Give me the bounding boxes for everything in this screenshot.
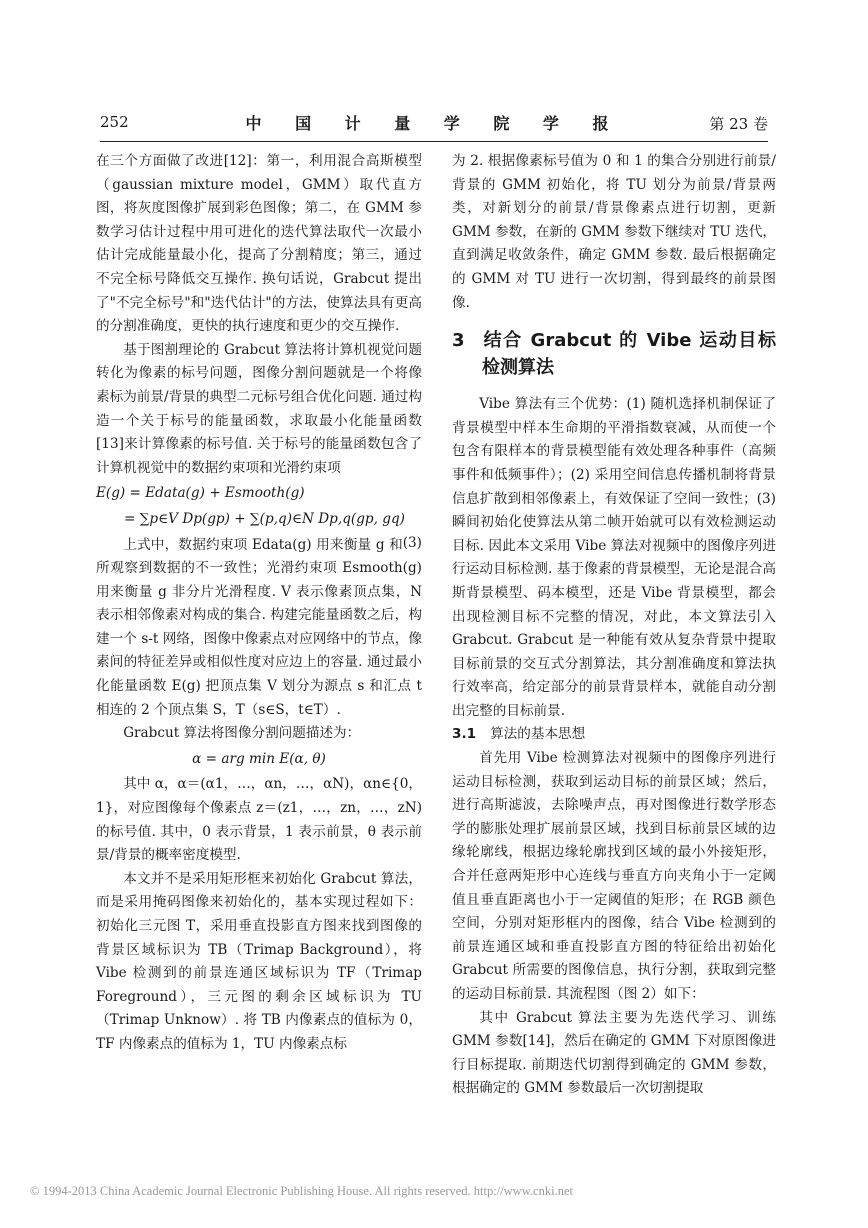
section-heading [452,327,776,381]
paragraph: 其中 Grabcut 算法主要为先迭代学习、训练 GMM 参数[14]，然后在确定的 GMM 下对原图像进行目标提取. 前期迭代切割得到确定的 GMM 参数，根据确定的 GMM 参数最后一次切割提取 [452,1009,776,1097]
equation-number: (3) [402,534,422,551]
paragraph: Grabcut 算法将图像分割问题描述为： [123,725,361,742]
equation-3 [96,508,422,551]
paragraph: 上式中，数据约束项 Edata(g) 用来衡量 g 和所观察到数据的不一致性；光滑约束项 Esmooth(g) 用来衡量 g 非分片光滑程度. V 表示像素顶点集，N 表示相邻像素对构成的集合. 构建完能量函数之后，构建一个 s-t 网络，图像中像素点对应网络中的节点，像素间的特征差异或相似性度对应边上的容量. 通过最小化能量函数 E(g) 把顶点集 V 划分为源点 s 和汇点 t 相连的 2 个顶点集 S，T（s∈S，t∈T）. [96,536,422,718]
right-column [452,150,776,1101]
paragraph: Vibe 算法有三个优势：(1) 随机选择机制保证了背景模型中样本生命期的平滑指数衰减，从而使一个包含有限样本的背景模型能有效处理各种事件（高频事件和低频事件）；(2) 采用空间信息传播机制将背景信息扩散到相邻像素上，有效保证了空间一致性；(3) 瞬间初始化使算法从第二帧开始就可以有效检测运动目标. 因此本文采用 Vibe 算法对视频中的图像序列进行运动目标检测. 基于像素的背景模型，无论是混合高斯背景模型、码本模型，还是 Vibe 背景模型，都会出现检测目标不完整的情况，对此，本文算法引入 Grabcut. Grabcut 是一种能有效从复杂背景中提取目标前景的交互式分割算法，其分割准确度和算法执行效率高，给定部分的前景背景样本，就能自动分割出完整的目标前景. [452,396,776,719]
running-header [100,113,768,139]
header-rule [100,141,768,142]
paragraph: 其中 α，α＝(α1，…，αn，…，αN)，αn∈{0，1}，对应图像每个像素点 z＝(z1，…，zn，…，zN) 的标号值. 其中，0 表示背景，1 表示前景，θ 表示前景/背景的概率密度模型. [96,776,422,864]
journal-title: 中 国 计 量 学 院 学 报 [245,114,623,133]
section-title: 结合 Grabcut 的 Vibe 运动目标检测算法 [482,330,776,379]
equation-line: E(g) = Edata(g) + Esmooth(g) [96,485,305,502]
copyright-footer: © 1994-2013 China Academic Journal Electronic Publishing House. All rights reserved. http://www.cnki.net [30,1184,573,1198]
equation-line: α = arg min E(α, θ) [192,750,326,767]
subsection-title: 算法的基本思想 [490,726,586,743]
section-number: 3 [452,330,465,352]
volume-label: 第 23 卷 [709,115,768,133]
left-column [96,150,422,1057]
subsection-heading [452,723,776,747]
page-number: 252 [100,113,129,131]
paragraph: 为 2. 根据像素标号值为 0 和 1 的集合分别进行前景/背景的 GMM 初始化，将 TU 划分为前景/背景两类，对新划分的前景/背景像素点进行切割，更新 GMM 参数，在新的 GMM 参数下继续对 TU 迭代，直到满足收敛条件，确定 GMM 参数. 最后根据确定的 GMM 对 TU 进行一次切割，得到最终的前景图像. [452,153,776,311]
paragraph: 基于图割理论的 Grabcut 算法将计算机视觉问题转化为像素的标号问题，图像分割问题就是一个将像素标为前景/背景的典型二元标号组合优化问题. 通过构造一个关于标号的能量函数，求取最小化能量函数[13]来计算像素的标号值. 关于标号的能量函数包含了计算机视觉中的数据约束项和光滑约束项 [96,341,422,476]
equation-body: = ∑p∈V Dp(gp) + ∑(p,q)∈N Dp,q(gp, gq) [124,510,405,527]
paragraph: 在三个方面做了改进[12]：第一，利用混合高斯模型（gaussian mixture model，GMM）取代直方图，将灰度图像扩展到彩色图像；第二，在 GMM 参数学习估计过程中用可进化的迭代算法取代一次最小估计完成能量最小化，提高了分割精度；第三，通过不完全标号降低交互操作. 换句话说，Grabcut 提出了"不完全标号"和"迭代估计"的方法，使算法具有更高的分割准确度，更快的执行速度和更少的交互操作. [96,153,422,335]
subsection-number: 3.1 [452,726,477,743]
paragraph: 首先用 Vibe 检测算法对视频中的图像序列进行运动目标检测，获取到运动目标的前景区域；然后，进行高斯滤波，去除噪声点，再对图像进行数学形态学的膨胀处理扩展前景区域，找到目标前景区域的边缘轮廓线，根据边缘轮廓找到区域的最小外接矩形，合并任意两矩形中心连线与垂直方向夹角小于一定阈值且垂直距离也小于一定阈值的矩形；在 RGB 颜色空间，分别对矩形框内的图像，结合 Vibe 检测到的前景连通区域和垂直投影直方图的特征给出初始化 Grabcut 所需要的图像信息，执行分割，获取到完整的运动目标前景. 其流程图（图 2）如下： [452,750,776,1002]
paragraph: 本文并不是采用矩形框来初始化 Grabcut 算法，而是采用掩码图像来初始化的，基本实现过程如下：初始化三元图 T，采用垂直投影直方图来找到图像的背景区域标识为 TB（Trimap Background），将 Vibe 检测到的前景连通区域标识为 TF（Trimap Foreground），三元图的剩余区域标识为 TU（Trimap Unknow）. 将 TB 内像素点的值标为 0，TF 内像素点的值标为 1，TU 内像素点标 [96,870,422,1052]
